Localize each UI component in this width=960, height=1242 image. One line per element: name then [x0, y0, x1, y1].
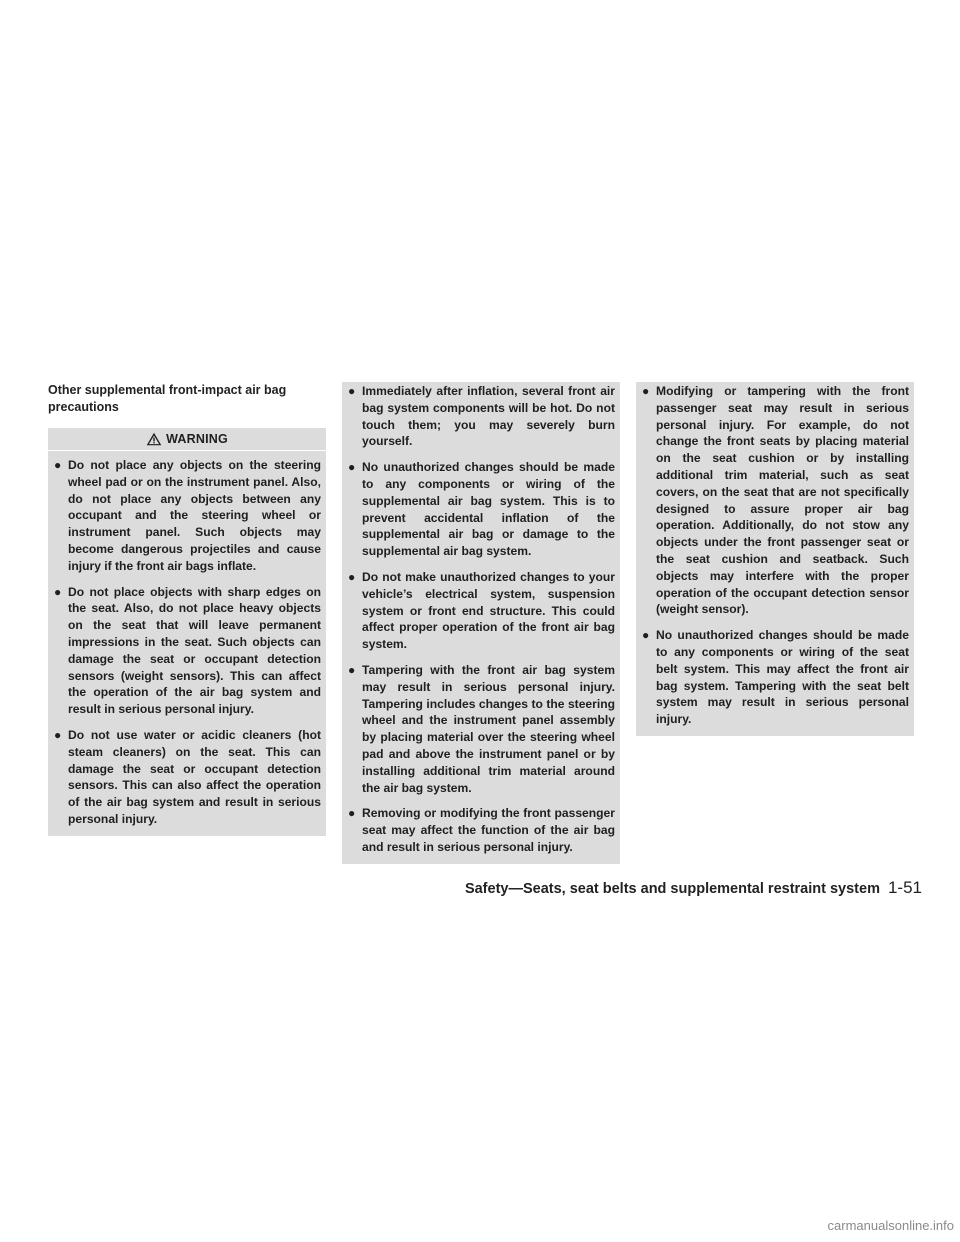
column-3 — [636, 382, 914, 736]
bullet-list-1 — [54, 457, 321, 828]
column-1 — [48, 382, 326, 836]
bullet-item — [54, 584, 321, 718]
bullet-glyph: ● — [348, 806, 356, 821]
bullet-item — [54, 727, 321, 828]
page-number: 1-51 — [887, 878, 922, 897]
section-heading: Other supplemental front-impact air bag precautions — [48, 383, 287, 414]
warning-box-3 — [636, 382, 914, 736]
bullet-item — [348, 383, 615, 450]
bullet-list-3 — [642, 383, 909, 728]
watermark: carmanualsonline.info — [827, 1218, 954, 1233]
bullet-glyph: ● — [348, 662, 356, 677]
bullet-text: Removing or modifying the front passenger seat may affect the function of the air bag and result in serious personal injury. — [362, 806, 615, 854]
bullet-text: Modifying or tampering with the front passenger seat may result in serious personal injury. For example, do not change the front seats by placing material on the seat cushion or by installing additional trim material, such as seat covers, on the seat that are not specifically designed to assure proper air bag operation. Additionally, do not stow any objects under the front passenger seat or the seat cushion and seatback. Such objects may interfere with the proper operation of the occupant detection sensor (weight sensor). — [656, 384, 909, 617]
bullet-glyph: ● — [642, 628, 650, 643]
bullet-glyph: ● — [642, 384, 650, 398]
bullet-item — [642, 627, 909, 728]
bullet-glyph: ● — [54, 584, 62, 599]
warning-box-2 — [342, 382, 620, 864]
bullet-text: Immediately after inflation, several front air bag system components will be hot. Do not touch them; you may severely burn yourself. — [362, 384, 615, 449]
bullet-text: No unauthorized changes should be made to any components or wiring of the seat belt system. This may affect the front air bag system. Tampering with the seat belt system may result in serious personal injury. — [656, 628, 909, 727]
bullet-item — [348, 459, 615, 560]
warning-header — [48, 428, 326, 451]
bullet-glyph: ● — [348, 384, 356, 398]
warning-triangle-icon — [146, 432, 162, 446]
bullet-text: Do not place objects with sharp edges on the seat. Also, do not place heavy objects on the seat that will leave permanent impressions in the seat. Such objects can damage the seat or occupant detection sensors (weight sensors). This can affect the operation of the air bag system and result in serious personal injury. — [68, 584, 321, 717]
bullet-item — [348, 805, 615, 855]
bullet-item — [348, 569, 615, 653]
bullet-glyph: ● — [54, 458, 62, 472]
bullet-item — [348, 662, 615, 796]
footer-section-title: Safety—Seats, seat belts and supplemental restraint system — [464, 881, 880, 897]
bullet-glyph: ● — [54, 727, 62, 742]
bullet-item — [54, 457, 321, 575]
warning-label: WARNING — [166, 432, 228, 446]
bullet-glyph: ● — [348, 460, 356, 475]
bullet-text: No unauthorized changes should be made to any components or wiring of the supplemental air bag system. This is to prevent accidental inflation of the supplemental air bag or damage to the supplemental air bag system. — [362, 460, 615, 559]
bullet-glyph: ● — [348, 569, 356, 584]
bullet-item — [642, 383, 909, 618]
bullet-list-2 — [348, 383, 615, 856]
bullet-text: Tampering with the front air bag system may result in serious personal injury. Tampering includes changes to the steering wheel and the instrument panel assembly by placing material over the steering wheel pad and above the instrument panel or by installing additional trim material around the air bag system. — [362, 662, 615, 795]
column-2 — [342, 382, 620, 864]
bullet-text: Do not make unauthorized changes to your vehicle’s electrical system, suspension system or front end structure. This could affect proper operation of the front air bag system. — [362, 569, 615, 652]
bullet-text: Do not place any objects on the steering wheel pad or on the instrument panel. Also, do not place any objects between any occupant and the steering wheel or instrument panel. Such objects may become dangerous projectiles and cause injury if the front air bags inflate. — [68, 458, 321, 573]
page-footer — [432, 878, 922, 898]
warning-box-1 — [48, 428, 326, 836]
bullet-text: Do not use water or acidic cleaners (hot steam cleaners) on the seat. This can damage the seat or occupant detection sensors. This can also affect the operation of the air bag system and result in serious personal injury. — [68, 727, 321, 826]
